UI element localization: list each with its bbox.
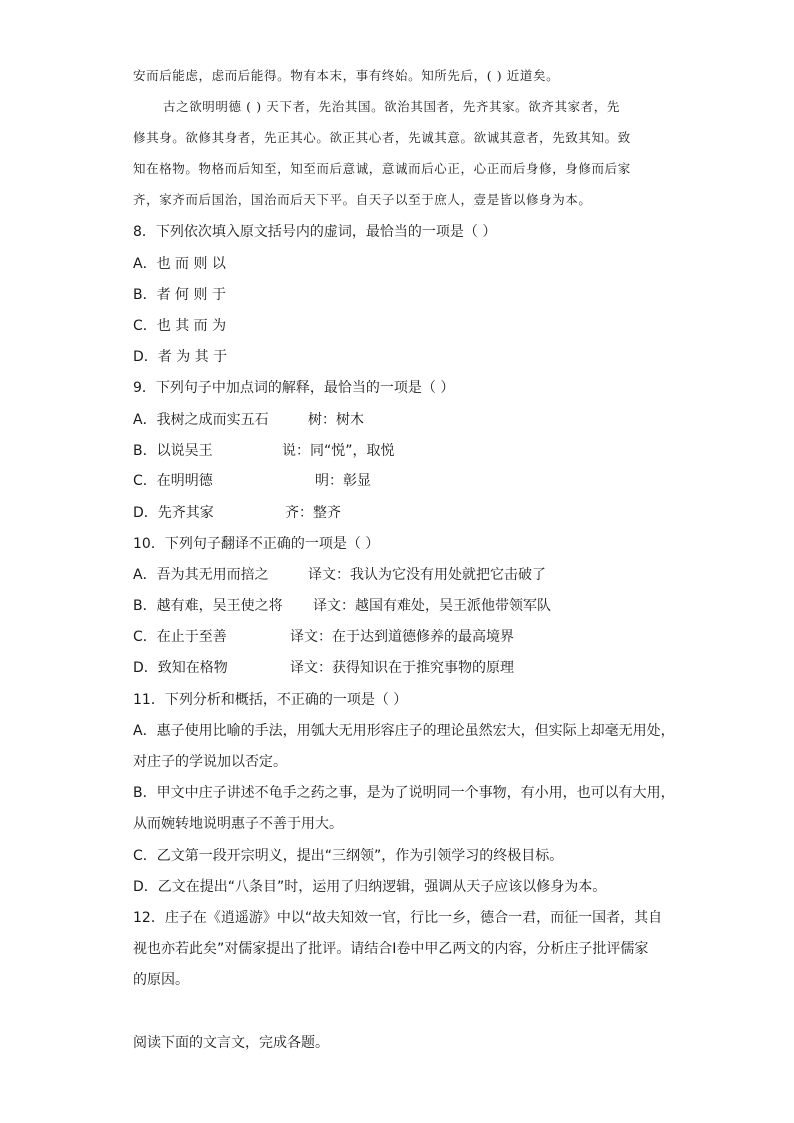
q11-option-a-line-2: 对庄子的学说加以否定。 (133, 754, 287, 770)
q9-option-a: A．我树之成而实五石 (133, 412, 269, 428)
q10-option-d-translation: 译文：获得知识在于推究事物的原理 (290, 660, 514, 676)
q11-option-b-line-2: 从而婉转地说明惠子不善于用大。 (133, 816, 343, 832)
question-8: 8．下列依次填入原文括号内的虚词，最恰当的一项是（ ） (133, 224, 497, 240)
q8-option-a: A．也 而 则 以 (133, 256, 226, 272)
q10-option-b: B．越有难，吴王使之将 (133, 598, 283, 614)
reading-instruction: 阅读下面的文言文，完成各题。 (133, 1035, 329, 1051)
q11-option-a-line-1: A．惠子使用比喻的手法，用瓠大无用形容庄子的理论虽然宏大，但实际上却毫无用处， (133, 723, 675, 739)
q11-option-c: C．乙文第一段开宗明义，提出“三纲领”，作为引领学习的终极目标。 (133, 848, 564, 864)
question-12 (133, 903, 663, 996)
question-9: 9．下列句子中加点词的解释，最恰当的一项是（ ） (133, 380, 455, 396)
passage-line-3: 修其身。欲修其身者，先正其心。欲正其心者，先诚其意。欲诚其意者，先致其知。致 (133, 130, 631, 145)
q9-option-b: B．以说吴王 (133, 443, 213, 459)
q12-line-3: 的原因。 (133, 972, 189, 988)
question-10: 10．下列句子翻译不正确的一项是（ ） (133, 536, 380, 552)
passage-line-1: 安而后能虑，虑而后能得。物有本末，事有终始。知所先后，( ) 近道矣。 (133, 68, 560, 83)
q9-option-c-gloss: 明：彰显 (315, 473, 371, 489)
q11-option-b-line-1: B．甲文中庄子讲述不龟手之药之事，是为了说明同一个事物，有小用，也可以有大用， (133, 785, 675, 801)
q12-line-2: 视也亦若此矣”对儒家提出了批评。请结合Ⅰ卷中甲乙两文的内容，分析庄子批评儒家 (133, 941, 649, 957)
q10-option-c: C．在止于至善 (133, 629, 227, 645)
q10-option-a: A．吾为其无用而掊之 (133, 567, 269, 583)
q8-option-b: B．者 何 则 于 (133, 287, 226, 303)
q8-option-c: C．也 其 而 为 (133, 318, 227, 334)
q9-option-d-gloss: 齐：整齐 (285, 505, 341, 521)
q9-option-b-gloss: 说：同“悦”，取悦 (282, 443, 395, 459)
q9-option-a-gloss: 树：树木 (308, 412, 364, 428)
q11-option-a (133, 716, 675, 778)
q12-line-1: 12．庄子在《逍遥游》中以“故夫知效一官，行比一乡，德合一君，而征一国者，其自 (133, 910, 663, 926)
q11-option-d: D．乙文在提出“八条目”时，运用了归纳逻辑，强调从天子应该以修身为本。 (133, 879, 607, 895)
q10-option-c-translation: 译文：在于达到道德修养的最高境界 (290, 629, 514, 645)
q11-option-b (133, 778, 675, 840)
q9-option-c: C．在明明德 (133, 473, 213, 489)
q10-option-a-translation: 译文：我认为它没有用处就把它击破了 (308, 567, 546, 583)
q8-option-d: D．者 为 其 于 (133, 349, 228, 365)
question-11: 11．下列分析和概括，不正确的一项是（ ） (133, 692, 408, 708)
passage-line-4: 知在格物。物格而后知至，知至而后意诚，意诚而后心正，心正而后身修，身修而后家 (133, 161, 631, 176)
passage-line-5: 齐，家齐而后国治，国治而后天下平。自天子以至于庶人，壹是皆以修身为本。 (133, 192, 592, 207)
q10-option-d: D．致知在格物 (133, 660, 228, 676)
q9-option-d: D．先齐其家 (133, 505, 214, 521)
passage-line-2: 古之欲明明德 ( ) 天下者，先治其国。欲治其国者，先齐其家。欲齐其家者，先 (163, 99, 620, 114)
q10-option-b-translation: 译文：越国有难处，吴王派他带领军队 (313, 598, 551, 614)
